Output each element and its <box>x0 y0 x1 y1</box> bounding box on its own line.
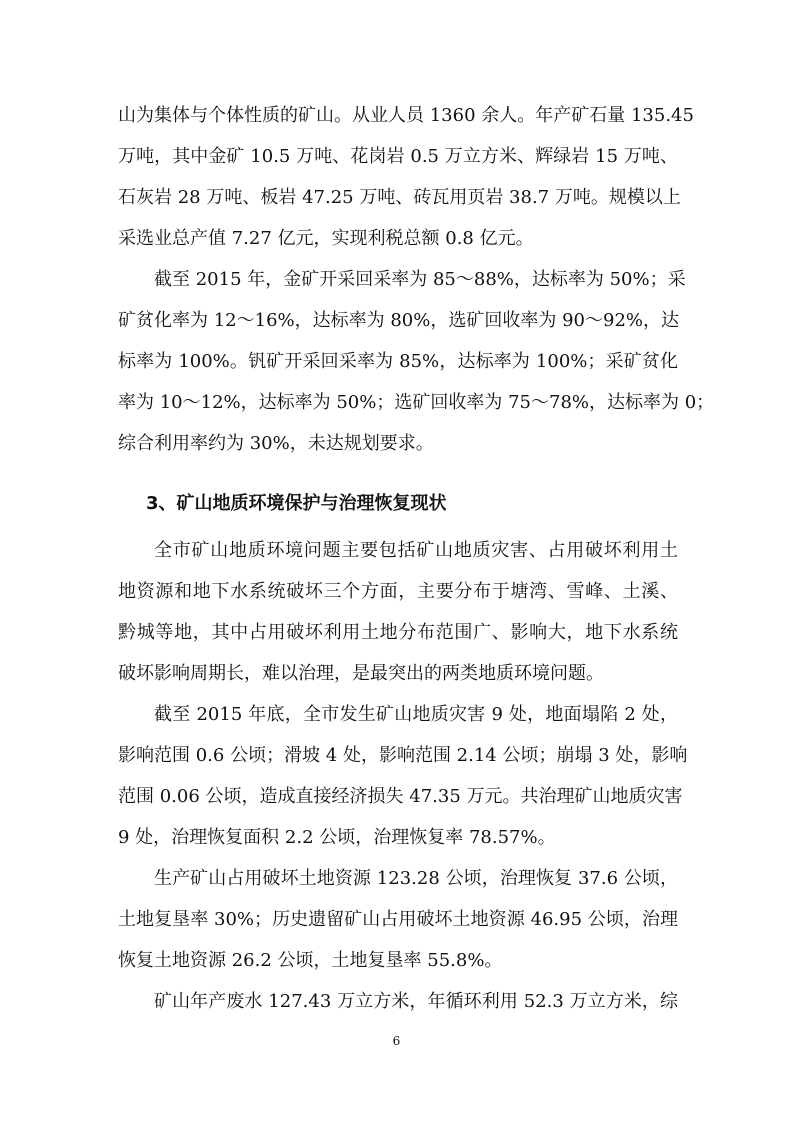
paragraph-line: 黔城等地，其中占用破坏利用土地分布范围广、影响大，地下水系统 <box>118 622 678 643</box>
paragraph-line: 综合利用率约为 30%，未达规划要求。 <box>118 433 434 454</box>
paragraph-line: 影响范围 0.6 公顷；滑坡 4 处，影响范围 2.14 公顷；崩塌 3 处，影响 <box>118 745 688 766</box>
paragraph-line: 万吨，其中金矿 10.5 万吨、花岗岩 0.5 万立方米、辉绿岩 15 万吨、 <box>118 146 678 167</box>
paragraph-line: 全市矿山地质环境问题主要包括矿山地质灾害、占用破坏利用土 <box>154 540 678 561</box>
section-heading: 3、矿山地质环境保护与治理恢复现状 <box>146 493 447 514</box>
paragraph-line: 恢复土地资源 26.2 公顷，土地复垦率 55.8%。 <box>118 950 503 971</box>
paragraph-line: 率为 10～12%，达标率为 50%；选矿回收率为 75～78%，达标率为 0； <box>118 392 715 413</box>
paragraph-line: 截至 2015 年，金矿开采回采率为 85～88%，达标率为 50%；采 <box>154 269 686 290</box>
paragraph-line: 范围 0.06 公顷，造成直接经济损失 47.35 万元。共治理矿山地质灾害 <box>118 786 683 807</box>
paragraph-line: 破坏影响周期长，难以治理，是最突出的两类地质环境问题。 <box>118 663 604 684</box>
paragraph-line: 地资源和地下水系统破坏三个方面，主要分布于塘湾、雪峰、土溪、 <box>118 581 678 602</box>
paragraph-line: 标率为 100%。钒矿开采回采率为 85%，达标率为 100%；采矿贫化 <box>118 351 678 372</box>
paragraph-line: 矿山年产废水 127.43 万立方米，年循环利用 52.3 万立方米，综 <box>154 991 678 1012</box>
paragraph-line: 石灰岩 28 万吨、板岩 47.25 万吨、砖瓦用页岩 38.7 万吨。规模以上 <box>118 187 681 208</box>
paragraph-line: 9 处，治理恢复面积 2.2 公顷，治理恢复率 78.57%。 <box>118 827 556 848</box>
page-number: 6 <box>392 1034 401 1048</box>
paragraph-line: 生产矿山占用破坏土地资源 123.28 公顷，治理恢复 37.6 公顷， <box>154 868 678 889</box>
paragraph-line: 矿贫化率为 12～16%，达标率为 80%，选矿回收率为 90～92%，达 <box>118 310 679 331</box>
paragraph-line: 山为集体与个体性质的矿山。从业人员 1360 余人。年产矿石量 135.45 <box>118 105 694 126</box>
paragraph-line: 截至 2015 年底，全市发生矿山地质灾害 9 处，地面塌陷 2 处， <box>154 704 678 725</box>
paragraph-line: 土地复垦率 30%；历史遗留矿山占用破坏土地资源 46.95 公顷，治理 <box>118 909 678 930</box>
paragraph-line: 采选业总产值 7.27 亿元，实现利税总额 0.8 亿元。 <box>118 228 534 249</box>
